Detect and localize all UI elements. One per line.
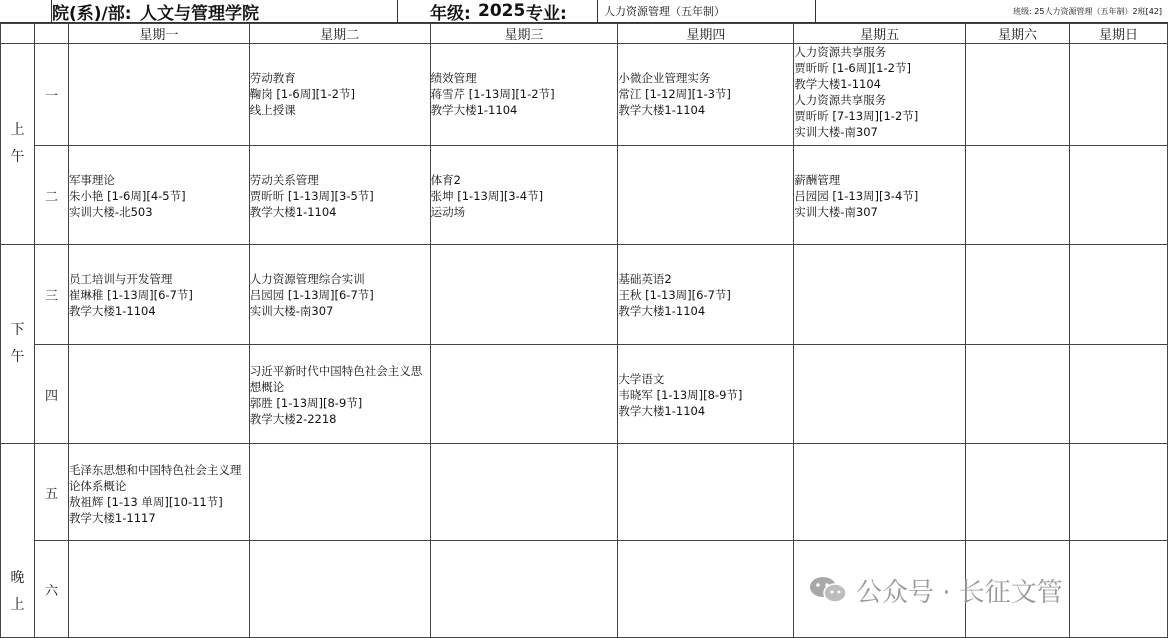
- course-room: 教学大楼1-1104: [618, 304, 706, 318]
- period-label-4: 四: [34, 345, 68, 444]
- course-room: 教学大楼1-1104: [249, 205, 337, 219]
- day-header-tue: 星期二: [249, 24, 430, 44]
- course-cell-p3-mon[interactable]: [68, 245, 249, 345]
- course-room: 实训大楼-南307: [794, 205, 878, 219]
- major-value: 人力资源管理（五年制）: [598, 0, 816, 23]
- cell-p6-sun: [1070, 541, 1168, 638]
- course-name: 薪酬管理: [794, 173, 841, 187]
- course-name: 毛泽东思想和中国特色社会主义理论体系概论: [68, 463, 242, 493]
- course-name: 绩效管理: [430, 71, 477, 85]
- course-teacher: 郭胜 [1-13周][8-9节]: [249, 396, 363, 410]
- course-name: 军事理论: [68, 173, 115, 187]
- course-teacher: 韦晓军 [1-13周][8-9节]: [618, 388, 743, 402]
- course-name: 基础英语2: [618, 272, 672, 286]
- day-header-wed: 星期三: [430, 24, 618, 44]
- course-cell-p1-tue[interactable]: [249, 44, 430, 146]
- course-cell-p2-mon[interactable]: [68, 146, 249, 245]
- course-room: 实训大楼-南307: [794, 125, 878, 139]
- course-cell-p4-thu[interactable]: [618, 345, 794, 444]
- corner-cell: [1, 24, 35, 44]
- course-teacher: 常江 [1-12周][1-3节]: [618, 87, 731, 101]
- course-teacher: 贾昕昕 [1-6周][1-2节]: [794, 61, 911, 75]
- day-header-mon: 星期一: [68, 24, 249, 44]
- grade-value: 2025: [478, 1, 526, 21]
- corner-cell-2: [34, 24, 68, 44]
- period-label-5: 五: [34, 444, 68, 541]
- course-name: 员工培训与开发管理: [68, 272, 173, 286]
- cell-p4-sun: [1070, 345, 1168, 444]
- course-teacher: 朱小艳 [1-6周][4-5节]: [68, 189, 186, 203]
- period-label-3: 三: [34, 245, 68, 345]
- timetable-header: [0, 0, 1168, 24]
- course-cell-p3-tue[interactable]: [249, 245, 430, 345]
- cell-p5-wed: [430, 444, 618, 541]
- course-name: 习近平新时代中国特色社会主义思想概论: [249, 364, 423, 394]
- cell-p5-thu: [618, 444, 794, 541]
- day-header-sun: 星期日: [1070, 24, 1168, 44]
- course-cell-p2-tue[interactable]: [249, 146, 430, 245]
- cell-p6-wed: [430, 541, 618, 638]
- timetable-grid: [0, 23, 1168, 638]
- course-teacher: 崔琳稚 [1-13周][6-7节]: [68, 288, 193, 302]
- period-label-1: 一: [34, 44, 68, 146]
- cell-p1-sat: [966, 44, 1070, 146]
- cell-p2-sat: [966, 146, 1070, 245]
- course-teacher: 贾昕昕 [1-13周][3-5节]: [249, 189, 374, 203]
- section-label-morning: 上 午: [1, 44, 35, 245]
- course-cell-p2-fri[interactable]: [794, 146, 966, 245]
- period-row-5: [1, 444, 1168, 541]
- course-room: 教学大楼1-1104: [430, 103, 518, 117]
- course-teacher: 王秋 [1-13周][6-7节]: [618, 288, 731, 302]
- cell-p5-fri: [794, 444, 966, 541]
- period-row-2: [1, 146, 1168, 245]
- day-header-row: [1, 24, 1168, 44]
- dept-value: 人文与管理学院: [140, 0, 398, 23]
- header-gap: [398, 0, 430, 23]
- course-room: 教学大楼1-1104: [618, 404, 706, 418]
- cell-p4-sat: [966, 345, 1070, 444]
- course-room: 运动场: [430, 205, 466, 219]
- course-teacher: 吕园园 [1-13周][3-4节]: [794, 189, 919, 203]
- course-name: 人力资源管理综合实训: [249, 272, 365, 286]
- course-cell-p3-thu[interactable]: [618, 245, 794, 345]
- course-teacher: 贾昕昕 [7-13周][1-2节]: [794, 109, 919, 123]
- cell-p4-wed: [430, 345, 618, 444]
- course-room: 教学大楼1-1104: [68, 304, 156, 318]
- course-room: 教学大楼1-1117: [68, 511, 156, 525]
- course-teacher: 鞠岗 [1-6周][1-2节]: [249, 87, 355, 101]
- header-spacer: [0, 0, 52, 23]
- course-name: 人力资源共享服务: [794, 93, 887, 107]
- course-teacher: 敖祖辉 [1-13 单周][10-11节]: [68, 495, 223, 509]
- period-row-1: [1, 44, 1168, 146]
- course-teacher: 蒋雪芹 [1-13周][1-2节]: [430, 87, 555, 101]
- major-label: 专业:: [526, 0, 598, 23]
- course-name: 劳动教育: [249, 71, 296, 85]
- period-label-2: 二: [34, 146, 68, 245]
- cell-p4-mon: [68, 345, 249, 444]
- course-cell-p1-fri[interactable]: [794, 44, 966, 146]
- course-cell-p5-mon[interactable]: [68, 444, 249, 541]
- cell-p2-sun: [1070, 146, 1168, 245]
- course-room: 实训大楼-南307: [249, 304, 334, 318]
- cell-p6-tue: [249, 541, 430, 638]
- course-cell-p1-thu[interactable]: [618, 44, 794, 146]
- course-name: 人力资源共享服务: [794, 45, 887, 59]
- course-teacher: 吕园园 [1-13周][6-7节]: [249, 288, 374, 302]
- course-name: 劳动关系管理: [249, 173, 319, 187]
- cell-p4-fri: [794, 345, 966, 444]
- section-label-evening: 晚 上: [1, 444, 35, 638]
- cell-p6-thu: [618, 541, 794, 638]
- cell-p1-mon: [68, 44, 249, 146]
- period-label-6: 六: [34, 541, 68, 638]
- course-name: 小微企业管理实务: [618, 71, 711, 85]
- cell-p3-sat: [966, 245, 1070, 345]
- section-label-afternoon: 下 午: [1, 245, 35, 444]
- day-header-sat: 星期六: [966, 24, 1070, 44]
- wechat-icon: [808, 575, 848, 605]
- cell-p2-thu: [618, 146, 794, 245]
- cell-p1-sun: [1070, 44, 1168, 146]
- course-name: 大学语文: [618, 372, 665, 386]
- course-room: 教学大楼2-2218: [249, 412, 337, 426]
- course-room: 线上授课: [249, 103, 296, 117]
- course-teacher: 张坤 [1-13周][3-4节]: [430, 189, 544, 203]
- cell-p3-sun: [1070, 245, 1168, 345]
- course-room: 教学大楼1-1104: [618, 103, 706, 117]
- cell-p3-fri: [794, 245, 966, 345]
- course-room: 教学大楼1-1104: [794, 77, 881, 91]
- watermark: [808, 572, 1063, 608]
- day-header-fri: 星期五: [794, 24, 966, 44]
- course-name: 体育2: [430, 173, 461, 187]
- grade-label: 年级:: [430, 0, 478, 23]
- cell-p5-tue: [249, 444, 430, 541]
- period-row-4: [1, 345, 1168, 444]
- cell-p3-wed: [430, 245, 618, 345]
- cell-p5-sun: [1070, 444, 1168, 541]
- course-room: 实训大楼-北503: [68, 205, 153, 219]
- course-cell-p4-tue[interactable]: [249, 345, 430, 444]
- watermark-text: 公众号 · 长征文管: [856, 577, 1063, 608]
- period-row-3: [1, 245, 1168, 345]
- course-cell-p1-wed[interactable]: [430, 44, 618, 146]
- day-header-thu: 星期四: [618, 24, 794, 44]
- dept-label: 院(系)/部:: [52, 0, 140, 23]
- course-cell-p2-wed[interactable]: [430, 146, 618, 245]
- cell-p5-sat: [966, 444, 1070, 541]
- class-info: 班级: 25人力资源管理（五年制）2班[42]: [816, 0, 1168, 23]
- cell-p6-mon: [68, 541, 249, 638]
